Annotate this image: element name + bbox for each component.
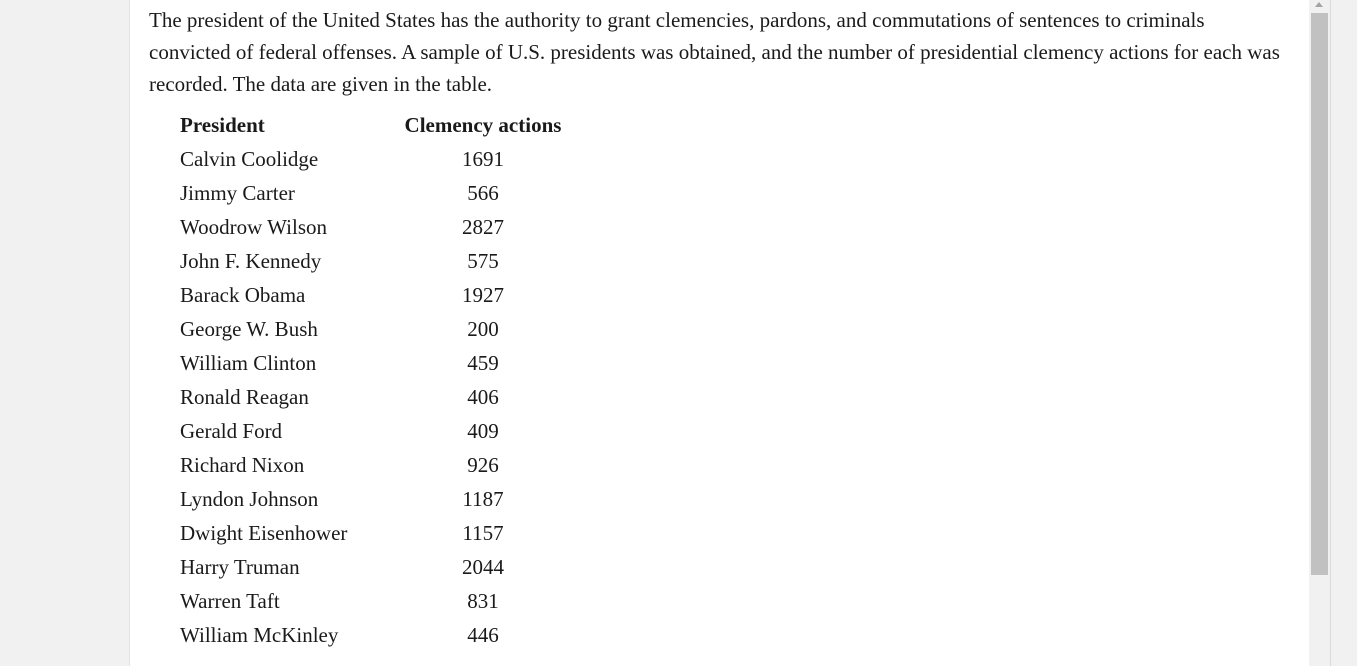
table-row <box>180 618 568 652</box>
column-header-actions: Clemency actions <box>404 113 562 137</box>
clemency-actions-cell: 926 <box>467 453 499 477</box>
president-name-cell: Warren Taft <box>180 589 280 613</box>
president-name-cell: Jimmy Carter <box>180 181 295 205</box>
president-name-cell: William McKinley <box>180 623 339 647</box>
president-name-cell: Lyndon Johnson <box>180 487 319 511</box>
clemency-actions-cell: 1187 <box>462 487 504 511</box>
table-header-row <box>180 109 568 142</box>
president-name-cell: Barack Obama <box>180 283 306 307</box>
president-name-cell: Harry Truman <box>180 555 300 579</box>
table-body <box>180 142 568 652</box>
clemency-actions-cell: 1927 <box>462 283 504 307</box>
president-name-cell: George W. Bush <box>180 317 318 341</box>
president-name-cell: William Clinton <box>180 351 317 375</box>
clemency-table <box>180 109 568 652</box>
table-row <box>180 516 568 550</box>
clemency-actions-cell: 446 <box>467 623 499 647</box>
clemency-actions-cell: 566 <box>467 181 499 205</box>
president-name-cell: Dwight Eisenhower <box>180 521 348 545</box>
clemency-actions-cell: 575 <box>467 249 499 273</box>
content-panel <box>129 0 1310 666</box>
table-row <box>180 550 568 584</box>
table-row <box>180 414 568 448</box>
table-row <box>180 448 568 482</box>
table-row <box>180 482 568 516</box>
president-name-cell: Gerald Ford <box>180 419 283 443</box>
president-name-cell: Calvin Coolidge <box>180 147 319 171</box>
intro-paragraph: The president of the United States has the authority to grant clemencies, pardons, and commutations of sentences to criminals convicted of federal offenses. A sample of U.S. presidents was obtained, and the number of presidential clemency actions for each was recorded. The data are given in the table. <box>149 8 1280 96</box>
clemency-actions-cell: 406 <box>467 385 499 409</box>
clemency-actions-cell: 2044 <box>462 555 504 579</box>
president-name-cell: Woodrow Wilson <box>180 215 327 239</box>
president-name-cell: John F. Kennedy <box>180 249 322 273</box>
clemency-actions-cell: 2827 <box>462 215 504 239</box>
vertical-scrollbar[interactable] <box>1309 0 1330 666</box>
table-row <box>180 142 568 176</box>
column-header-president: President <box>180 113 265 137</box>
table-row <box>180 584 568 618</box>
clemency-actions-cell: 459 <box>467 351 499 375</box>
scrollbar-thumb[interactable] <box>1311 13 1328 575</box>
table-row <box>180 312 568 346</box>
table-row <box>180 176 568 210</box>
clemency-actions-cell: 1691 <box>462 147 504 171</box>
table-row <box>180 346 568 380</box>
clemency-actions-cell: 409 <box>467 419 499 443</box>
divider <box>1330 0 1331 666</box>
table-row <box>180 244 568 278</box>
table-row <box>180 278 568 312</box>
clemency-actions-cell: 1157 <box>462 521 504 545</box>
table-row <box>180 380 568 414</box>
president-name-cell: Richard Nixon <box>180 453 305 477</box>
clemency-actions-cell: 200 <box>467 317 499 341</box>
clemency-actions-cell: 831 <box>467 589 499 613</box>
president-name-cell: Ronald Reagan <box>180 385 309 409</box>
chevron-up-icon[interactable] <box>1315 2 1323 7</box>
table-row <box>180 210 568 244</box>
question-content <box>149 4 1289 100</box>
